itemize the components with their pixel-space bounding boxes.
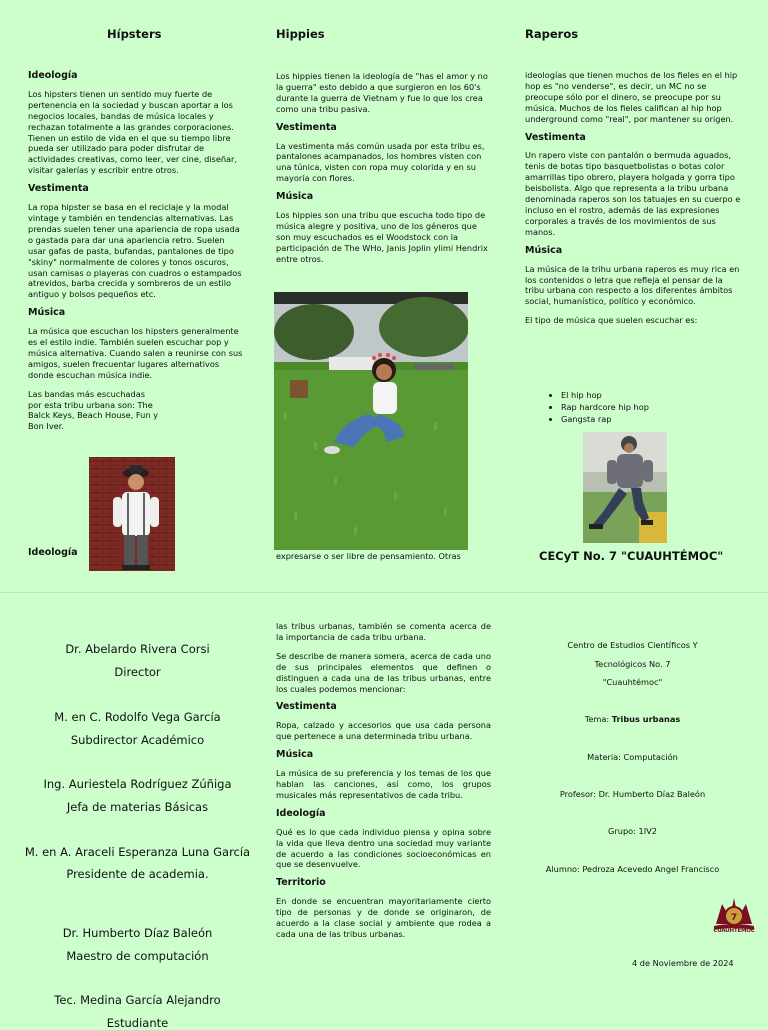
staff-role: Maestro de computación [66, 949, 209, 963]
raperos-vestimenta-heading: Vestimenta [525, 131, 586, 143]
elements-ideologia-text: Qué es lo que cada individuo piensa y opina sobre la vida que lleva dentro una sociedad muy variante de acuerdo a las condiciones socioeconómicas en que se desenvuelve. [276, 826, 491, 870]
school-name: CECyT No. 7 "CUAUHTÉMOC" [539, 549, 724, 563]
raperos-music-list [545, 390, 741, 426]
hipsters-vestimenta-text: La ropa hipster se basa en el reciclaje y la modal vintage y también en tendencias alternativas. Las prendas suelen tener una apariencia de ropa usada o gastada para dar una apariencia retro. Suelen usar gafas de pasta, bufandas, pantalones de tipo "skiny" normalmente de colores y tonos oscuros, usan camisas o playeras con cuadros o estampados atrevidos, barba crecida y sombreros de un estilo antiguo y bolsos pequeños etc. [28, 202, 242, 300]
svg-text:7: 7 [730, 913, 738, 923]
fold-divider [0, 592, 768, 593]
staff-name: Dr. Abelardo Rivera Corsi [65, 642, 210, 656]
staff-role: Director [114, 665, 161, 679]
staff-name: M. en C. Rodolfo Vega García [54, 710, 221, 724]
staff-name: Ing. Auriestela Rodríguez Zúñiga [43, 777, 232, 791]
staff-role: Estudiante [106, 1016, 169, 1030]
cover-profesor: Profesor: Dr. Humberto Díaz Baleón [559, 789, 706, 799]
tema-label: Tema: [584, 714, 610, 724]
staff-item-maestro [20, 926, 255, 963]
tema-value: Tribus urbanas [611, 714, 681, 724]
hippie-photo [274, 292, 468, 550]
hippies-title: Hippies [276, 27, 325, 41]
staff-item-presidente [20, 845, 255, 881]
raperos-musica-text: La música de la trihu urbana raperos es muy rica en los contenidos o letra que refleja el pensar de la tribu urbana con respecto a los diferentes ámbitos social, humanístico, político y económico. [525, 263, 740, 307]
hipsters-musica-text: La música que escuchan los hipsters generalmente es el estilo indie. También suelen escuchar pop y música alternativa. Cuando salen a reunirse con sus amigos, suelen frecuentar lugares alternativos donde escuchan música indie. [28, 326, 243, 380]
hipsters-vestimenta-heading: Vestimenta [28, 183, 89, 195]
elements-musica-text: La música de su preferencia y los temas de los que hablan las canciones, así como, los grupos musicales más representativos de cada tribu. [276, 768, 491, 800]
elements-territorio-text: En donde se encuentran mayoritariamente cierto tipo de personas y de donde se originaron, de acuerdo a la clase social y ambiente que rodea a cada una de las tribus urbanas. [276, 896, 491, 939]
raperos-vestimenta-text: Un rapero viste con pantalón o bermuda aguados, tenis de botas tipo basquetbolistas o botas color amarrillas tipo obrero, playera holgada y gorra tipo beisbolista. Algo que representa a la tribu urbana denominada raperos son los tatuajes en su cuerpo e incluso en el rostro, además de las expresiones corporales a través de los movimientos de sus manos. [525, 150, 741, 237]
hipsters-ideologia-heading: Ideología [28, 70, 78, 81]
staff-item-director [20, 642, 255, 679]
hipsters-bottom [28, 548, 78, 566]
staff-role: Jefa de materias Básicas [66, 800, 209, 814]
staff-name: M. en A. Araceli Esperanza Luna García [24, 845, 251, 859]
hipsters-column [28, 71, 243, 440]
cover-alumno: Alumno: Pedroza Acevedo Angel Francisco [545, 864, 720, 874]
hippies-bottom-text: expresarse o ser libre de pensamiento. Otras [276, 551, 461, 561]
staff-role: Subdirector Académico [70, 733, 205, 747]
elements-vestimenta-heading: Vestimenta [276, 701, 337, 713]
hipsters-title: Hípsters [107, 27, 162, 41]
elements-territorio-heading: Territorio [276, 877, 326, 889]
raperos-title: Raperos [525, 27, 579, 41]
staff-role: Presidente de academia. [66, 867, 209, 881]
staff-item-estudiante [20, 993, 255, 1030]
elements-column [276, 621, 491, 948]
rapero-photo [583, 432, 667, 543]
cover-school-line3: "Cuauhtémoc" [602, 677, 663, 687]
elements-ideologia-heading: Ideología [276, 807, 326, 819]
elements-intro-1: las tribus urbanas, también se comenta acerca de la importancia de cada tribu urbana. [276, 621, 491, 642]
raperos-ideologia-text: ideologías que tienen muchos de los fieles en el hip hop es "no venderse", es decir, un MC no se preocupe sólo por el dinero, se preocupe por su música. Muchos de los fieles califican al hip hop underground como "real", por mantener su origen. [525, 70, 738, 124]
raperos-column [525, 70, 741, 334]
staff-name: Tec. Medina García Alejandro [54, 993, 221, 1007]
hipsters-bottom-heading: Ideología [28, 547, 78, 558]
hippies-vestimenta-text: La vestimenta más común usada por esta tribu es, pantalones acampanados, los hombres visten con una túnica, visten con ropa muy colorida y en su mayoría con flores. [276, 140, 485, 184]
staff-item-jefa [20, 777, 255, 814]
cover-school-line1: Centro de Estudios Científicos Y [567, 640, 698, 650]
hippies-ideologia-text: Los hippies tienen la ideología de "has el amor y no la guerra" esto debido a que surgieron en los 60's durante la guerra de Vietnam y fue lo que los crea como una tribu pasiva. [276, 71, 488, 114]
logo-text: CUAUHTÉMOC [713, 928, 755, 934]
hippies-column [276, 71, 491, 273]
raperos-tipo-text: El tipo de música que suelen escuchar es: [525, 315, 698, 326]
hippies-vestimenta-heading: Vestimenta [276, 121, 337, 133]
staff-item-subdirector [20, 710, 255, 747]
elements-vestimenta-text: Ropa, calzado y accesorios que usa cada persona que pertenece a una determinada tribu urbana. [276, 720, 491, 742]
elements-intro-2: Se describe de manera somera, acerca de cada uno de sus principales elementos que definen o distinguen a cada una de las tribus urbanas, entre los cuales podemos mencionar: [276, 650, 491, 694]
cover-grupo: Grupo: 1IV2 [608, 826, 657, 836]
cover-materia: Materia: Computación [587, 752, 678, 762]
school-logo [712, 890, 756, 938]
cover-school-line2: Tecnológicos No. 7 [594, 659, 671, 669]
cover-date: 4 de Noviembre de 2024 [632, 958, 734, 968]
hippies-bottom [276, 551, 461, 570]
list-item: • El hip hop [561, 390, 741, 401]
cover-tema [515, 714, 750, 724]
hippies-musica-heading: Música [276, 191, 314, 203]
list-item: • Gangsta rap [561, 414, 741, 425]
hipster-photo [89, 457, 175, 571]
hippies-musica-text: Los hippies son una tribu que escucha todo tipo de música alegre y positiva, uno de los géneros que son muy escuchados es el Woodstock con la participación de The WHo, Janis Joplin ylimi Hendrix entre otros. [276, 210, 488, 264]
elements-musica-heading: Música [276, 749, 314, 761]
hipsters-bandas-text: Las bandas más escuchadas por esta tribu urbana son: The Balck Keys, Beach House, Fun y Bon Iver. [28, 388, 158, 432]
hipsters-ideologia-text: Los hipsters tienen un sentido muy fuerte de pertenencia en la sociedad y buscan aportar a los negocios locales, bandas de música locales y rechazan totalmente a las grandes corporaciones. Tienen un estilo de vida en el que su tiempo libre pueda ser utilizado para poder disfrutar de actividades creativas, como leer, ver cine, diseñar, visitar galerías y escribir entre otros. [28, 88, 238, 176]
hipsters-musica-heading: Música [28, 307, 66, 319]
staff-name: Dr. Humberto Díaz Baleón [62, 926, 213, 940]
raperos-musica-heading: Música [525, 244, 563, 256]
list-item: • Rap hardcore hip hop [561, 402, 741, 413]
